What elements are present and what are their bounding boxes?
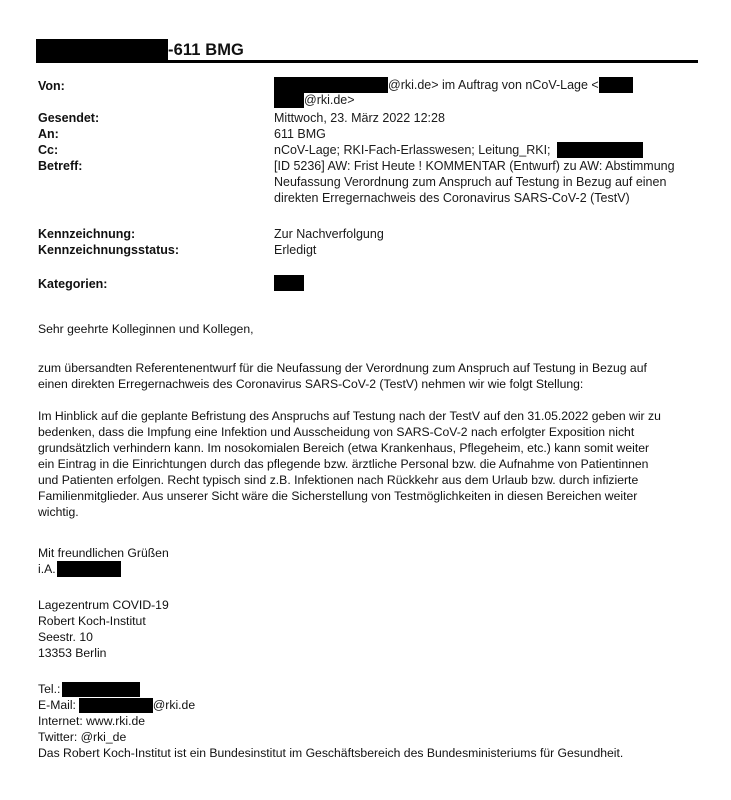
from-label: Von: xyxy=(38,79,65,93)
redaction-bar xyxy=(599,77,633,93)
paragraph-2-line-1: Im Hinblick auf die geplante Befristung des Anspruchs auf Testung nach der TestV auf den 31.05.2022 geben wir zu xyxy=(38,409,661,423)
subject-line-3: direkten Erregernachweis des Coronavirus SARS-CoV-2 (TestV) xyxy=(274,191,630,205)
from-value xyxy=(274,77,633,93)
subject-line-2: Neufassung Verordnung zum Anspruch auf Testung in Bezug auf einen xyxy=(274,175,667,189)
redaction-bar xyxy=(274,93,304,108)
flag-label: Kennzeichnung: xyxy=(38,227,136,241)
from-value-text: @rki.de> im Auftrag von nCoV-Lage < xyxy=(388,77,599,92)
email-line xyxy=(38,697,195,713)
to-value: 611 BMG xyxy=(274,127,326,141)
to-label: An: xyxy=(38,127,59,141)
internet-line: Internet: www.rki.de xyxy=(38,714,146,728)
title-underline xyxy=(36,60,698,63)
redaction-bar xyxy=(274,275,304,291)
cc-label: Cc: xyxy=(38,143,59,157)
document-title-text: -611 BMG xyxy=(168,40,244,59)
tel-label: Tel.: xyxy=(38,682,61,696)
cc-value-text: nCoV-Lage; RKI-Fach-Erlasswesen; Leitung_RKI; xyxy=(274,142,551,157)
email-suffix: @rki.de xyxy=(152,698,196,712)
flag-status-value: Erledigt xyxy=(274,243,317,257)
paragraph-1-line-1: zum übersandten Referentenentwurf für die Neufassung der Verordnung zum Anspruch auf Testung in Bezug auf xyxy=(38,361,647,375)
paragraph-2-line-6: Familienmitglieder. Aus unserer Sicht wäre die Sicherstellung von Testmöglichkeiten in diesen Bereichen weiter xyxy=(38,489,638,503)
paragraph-2-line-5: und Patienten erfolgen. Recht typisch sind z.B. Infektionen nach Rückkehr aus dem Urlaub bzw. durch infizierte xyxy=(38,473,639,487)
categories-label: Kategorien: xyxy=(38,277,108,291)
tel-line xyxy=(38,681,140,697)
email-label: E-Mail: xyxy=(38,698,76,712)
paragraph-1-line-2: einen direkten Erregernachweis des Coronavirus SARS-CoV-2 (TestV) nehmen wir wie folgt Stellung: xyxy=(38,377,584,391)
sent-label: Gesendet: xyxy=(38,111,100,125)
subject-line-1: [ID 5236] AW: Frist Heute ! KOMMENTAR (Entwurf) zu AW: Abstimmung xyxy=(274,159,675,173)
flag-value: Zur Nachverfolgung xyxy=(274,227,384,241)
sent-value: Mittwoch, 23. März 2022 12:28 xyxy=(274,111,445,125)
closing: Mit freundlichen Grüßen xyxy=(38,546,169,560)
flag-status-label: Kennzeichnungsstatus: xyxy=(38,243,179,257)
street: Seestr. 10 xyxy=(38,630,93,644)
paragraph-2-line-2: bedenken, dass die Impfung eine Infektion und Ausscheidung von SARS-CoV-2 nach erfolgter Exposition nicht xyxy=(38,425,635,439)
cc-value xyxy=(274,142,643,158)
greeting: Sehr geehrte Kolleginnen und Kollegen, xyxy=(38,322,254,336)
org-line-2: Robert Koch-Institut xyxy=(38,614,146,628)
paragraph-2-line-4: ein Eintrag in die Einrichtungen durch das pflegende bzw. ärztliche Personal bzw. die Aufnahme von Patientinnen xyxy=(38,457,649,471)
disclaimer: Das Robert Koch-Institut ist ein Bundesinstitut im Geschäftsbereich des Bundesministeriums für Gesundheit. xyxy=(38,746,624,760)
ia-text: i.A. xyxy=(38,562,56,576)
document-title xyxy=(36,38,244,62)
ia-line xyxy=(38,561,121,577)
redaction-bar xyxy=(274,77,388,93)
subject-label: Betreff: xyxy=(38,159,83,173)
redaction-bar xyxy=(36,39,168,61)
redaction-bar xyxy=(557,142,643,158)
redaction-bar xyxy=(57,561,121,577)
twitter-line: Twitter: @rki_de xyxy=(38,730,127,744)
paragraph-2-line-7: wichtig. xyxy=(38,505,79,519)
from-value-line2-text: @rki.de> xyxy=(304,93,355,107)
redaction-bar xyxy=(79,698,153,713)
paragraph-2-line-3: grundsätzlich verhindern kann. Im nosokomialen Bereich (etwa Krankenhaus, Pflegeheim, etc.) kann somit weiter xyxy=(38,441,650,455)
org-line-1: Lagezentrum COVID-19 xyxy=(38,598,169,612)
city: 13353 Berlin xyxy=(38,646,107,660)
from-value-line2 xyxy=(274,93,355,108)
redaction-bar xyxy=(62,682,140,697)
